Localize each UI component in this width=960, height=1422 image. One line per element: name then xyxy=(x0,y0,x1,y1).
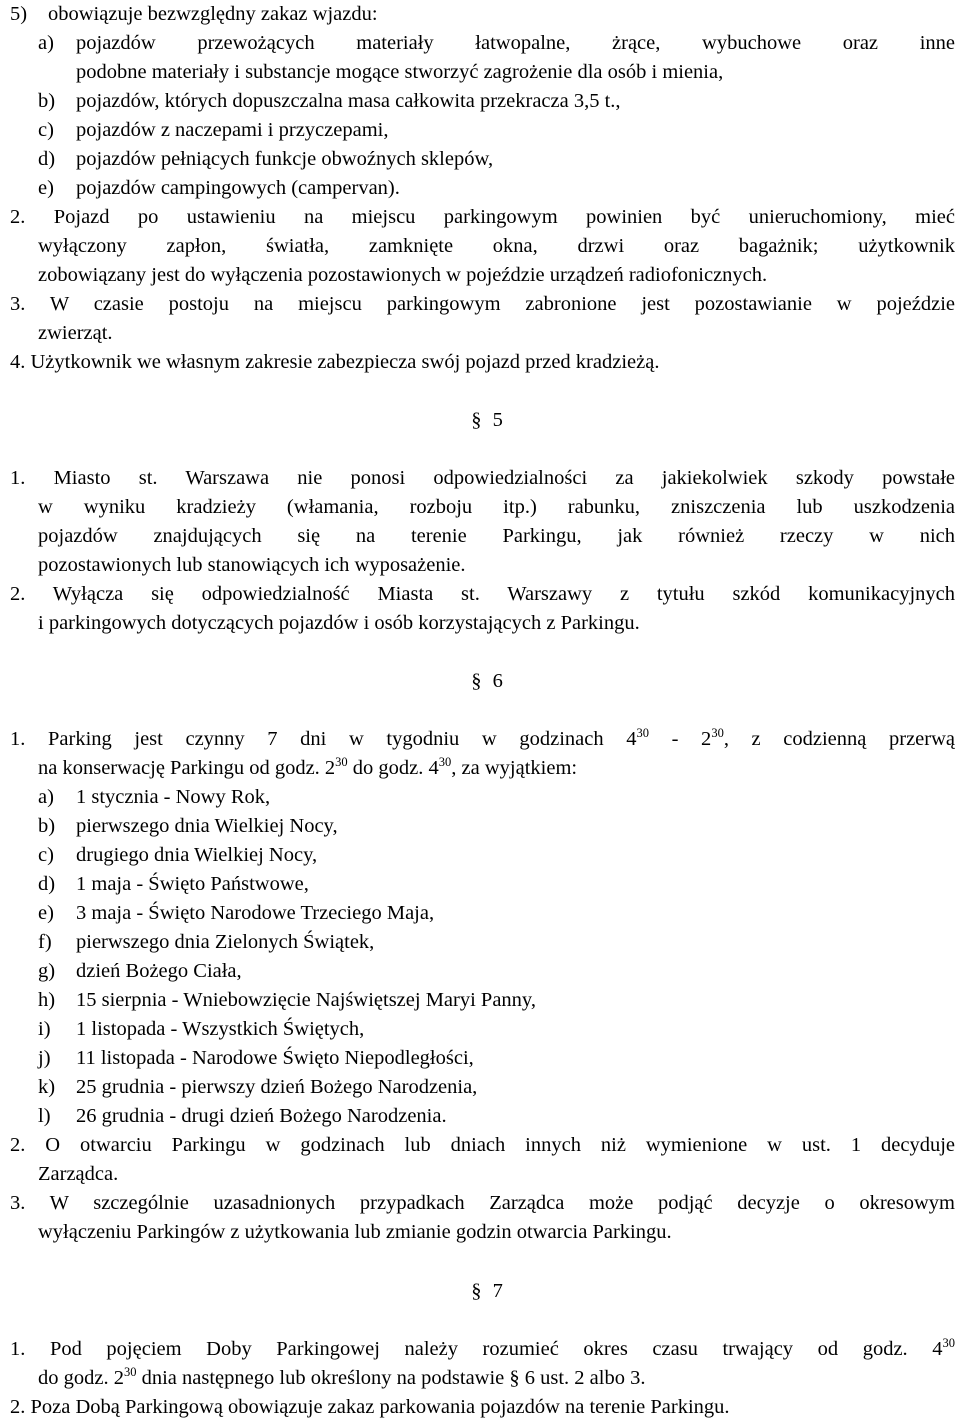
sec5-paragraph-2-line-1: 2. Wyłącza się odpowiedzialność Miasta st. Warszawy z tytułu szkód komunikacyjnych xyxy=(10,583,955,605)
sec5-paragraph-1-line-1: 1. Miasto st. Warszawa nie ponosi odpowiedzialności za jakiekolwiek szkody powstałe xyxy=(10,467,955,489)
holiday-item: i) 1 listopada - Wszystkich Świętych, xyxy=(38,1018,365,1040)
sec6-paragraph-1-line-1: 1. Parking jest czynny 7 dni w tygodniu w godzinach $4^{30} - 2^{30}$, z codzienną przerwą xyxy=(10,726,955,750)
sub-item-d: d) pojazdów pełniących funkcje obwoźnych sklepów, xyxy=(38,148,494,170)
section-symbol: § xyxy=(471,409,482,431)
sec6-paragraph-2-line-1: 2. O otwarciu Parkingu w godzinach lub dniach innych niż wymienione w ust. 1 decyduje xyxy=(10,1134,955,1156)
sub-item-a-cont: podobne materiały i substancje mogące stworzyć zagrożenie dla osób i mienia, xyxy=(76,61,724,83)
section-number: 6 xyxy=(492,670,503,692)
holiday-item: f) pierwszego dnia Zielonych Świątek, xyxy=(38,931,375,953)
section-symbol: § xyxy=(471,670,482,692)
paragraph-2-line-2: wyłączony zapłon, światła, zamknięte okna, drzwi oraz bagażnik; użytkownik xyxy=(38,235,955,257)
section-number: 7 xyxy=(492,1280,503,1302)
holiday-item: d) 1 maja - Święto Państwowe, xyxy=(38,873,309,895)
sub-item-e: e) pojazdów campingowych (campervan). xyxy=(38,177,400,199)
sec7-paragraph-1-line-2: do godz. $2^{30}$ dnia następnego lub określony na podstawie § 6 ust. 2 albo 3. xyxy=(38,1365,646,1389)
sec5-paragraph-1-line-2: w wyniku kradzieży (włamania, rozboju itp.) rabunku, zniszczenia lub uszkodzenia xyxy=(38,496,955,518)
section-5-heading xyxy=(0,406,960,435)
sec7-paragraph-2: 2. Poza Dobą Parkingową obowiązuje zakaz parkowania pojazdów na terenie Parkingu. xyxy=(10,1396,730,1418)
sec6-paragraph-2-line-2: Zarządca. xyxy=(38,1163,119,1185)
sub-item-a: a) pojazdów przewożących materiały łatwopalne, żrące, wybuchowe oraz inne xyxy=(38,32,955,54)
paragraph-3-line-1: 3. W czasie postoju na miejscu parkingowym zabronione jest pozostawianie w pojeździe xyxy=(10,293,955,315)
sec5-paragraph-1-line-4: pozostawionych lub stanowiących ich wyposażenie. xyxy=(38,554,466,576)
holiday-item: g) dzień Bożego Ciała, xyxy=(38,960,242,982)
holiday-item: e) 3 maja - Święto Narodowe Trzeciego Maja, xyxy=(38,902,435,924)
sec5-paragraph-2-line-2: i parkingowych dotyczących pojazdów i osób korzystających z Parkingu. xyxy=(38,612,640,634)
item-5 xyxy=(10,0,955,29)
paragraph-2-line-1: 2. Pojazd po ustawieniu na miejscu parkingowym powinien być unieruchomiony, mieć xyxy=(10,206,955,228)
sec6-paragraph-1-line-2: na konserwację Parkingu od godz. $2^{30}$ do godz. $4^{30}$, za wyjątkiem: xyxy=(38,755,578,779)
sub-item-b: b) pojazdów, których dopuszczalna masa całkowita przekracza 3,5 t., xyxy=(38,90,621,112)
sec5-paragraph-1-line-3: pojazdów znajdujących się na terenie Parkingu, jak również rzeczy w nich xyxy=(38,525,955,547)
sec6-paragraph-3-line-1: 3. W szczególnie uzasadnionych przypadkach Zarządca może podjąć decyzje o okresowym xyxy=(10,1192,955,1214)
sub-item-c: c) pojazdów z naczepami i przyczepami, xyxy=(38,119,389,141)
holiday-item: h) 15 sierpnia - Wniebowzięcie Najświętszej Maryi Panny, xyxy=(38,989,536,1011)
item-text: obowiązuje bezwzględny zakaz wjazdu: xyxy=(48,3,378,25)
holiday-item: l) 26 grudnia - drugi dzień Bożego Narodzenia. xyxy=(38,1105,447,1127)
item-number: 5) xyxy=(10,3,28,25)
section-number: 5 xyxy=(492,409,503,431)
holiday-item: a) 1 stycznia - Nowy Rok, xyxy=(38,786,271,808)
holiday-item: b) pierwszego dnia Wielkiej Nocy, xyxy=(38,815,338,837)
section-7-heading xyxy=(0,1277,960,1306)
holiday-item: j) 11 listopada - Narodowe Święto Niepodległości, xyxy=(38,1047,474,1069)
paragraph-4: 4. Użytkownik we własnym zakresie zabezpiecza swój pojazd przed kradzieżą. xyxy=(10,351,660,373)
section-6-heading xyxy=(0,667,960,696)
holiday-item: k) 25 grudnia - pierwszy dzień Bożego Narodzenia, xyxy=(38,1076,478,1098)
paragraph-3-line-2: zwierząt. xyxy=(38,322,113,344)
sec7-paragraph-1-line-1: 1. Pod pojęciem Doby Parkingowej należy rozumieć okres czasu trwający od godz. $4^{30}$ xyxy=(10,1336,955,1360)
section-symbol: § xyxy=(471,1280,482,1302)
holiday-item: c) drugiego dnia Wielkiej Nocy, xyxy=(38,844,318,866)
paragraph-2-line-3: zobowiązany jest do wyłączenia pozostawionych w pojeździe urządzeń radiofonicznych. xyxy=(38,264,768,286)
sec6-paragraph-3-line-2: wyłączeniu Parkingów z użytkowania lub zmianie godzin otwarcia Parkingu. xyxy=(38,1221,672,1243)
